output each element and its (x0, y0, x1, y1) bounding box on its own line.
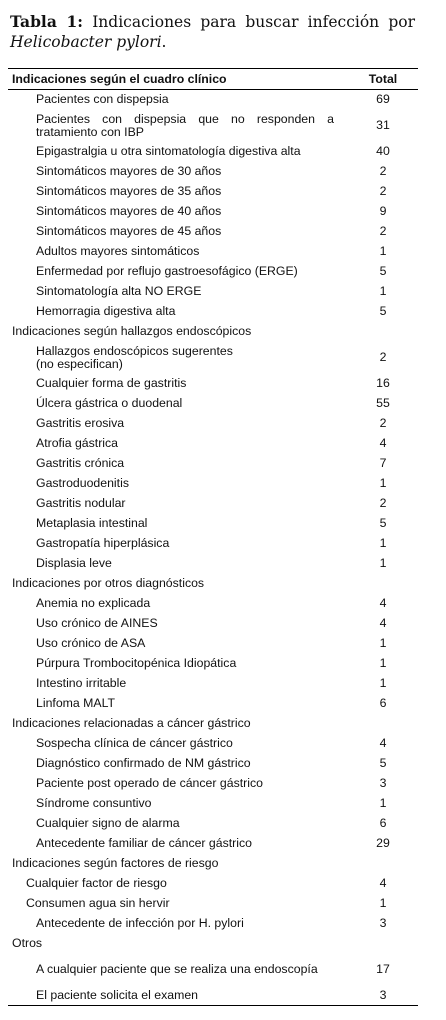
section-header-row (8, 934, 418, 954)
row-total: 1 (379, 244, 387, 258)
row-label: Diagnóstico confirmado de NM gástrico (36, 756, 251, 770)
table-row (8, 110, 418, 142)
table-row (8, 262, 418, 282)
table-row (8, 374, 418, 394)
row-total: 16 (376, 376, 390, 390)
row-label: Cualquier forma de gastritis (36, 376, 187, 390)
row-total: 4 (379, 616, 387, 630)
row-label: Paciente post operado de cáncer gástrico (36, 776, 263, 790)
section-header-row (8, 854, 418, 874)
row-total: 31 (376, 118, 390, 132)
row-label: Gastritis nodular (36, 496, 126, 510)
row-label: Cualquier signo de alarma (36, 816, 180, 830)
row-total: 4 (379, 436, 387, 450)
indications-table (8, 68, 418, 1006)
table-row (8, 614, 418, 634)
row-label: Intestino irritable (36, 676, 127, 690)
row-label: Anemia no explicada (36, 596, 151, 610)
row-total: 5 (379, 756, 387, 770)
row-total: 17 (376, 962, 390, 976)
row-label-line1: Hallazgos endoscópicos sugerentes (36, 343, 233, 358)
row-total: 5 (379, 516, 387, 530)
table-row (8, 674, 418, 694)
table-row (8, 834, 418, 854)
row-total: 1 (379, 676, 387, 690)
row-label: Gastritis erosiva (36, 416, 125, 430)
row-label: A cualquier paciente que se realiza una endoscopía (36, 962, 318, 976)
row-label (8, 342, 348, 374)
table-row (8, 534, 418, 554)
row-total: 5 (379, 304, 387, 318)
table-row (8, 914, 418, 934)
table-row (8, 694, 418, 714)
table-body (8, 90, 418, 1006)
row-total: 2 (379, 184, 387, 198)
table-row (8, 594, 418, 614)
row-label: Uso crónico de AINES (36, 616, 158, 630)
row-label: Epigastralgia u otra sintomatología digestiva alta (36, 144, 301, 158)
row-label: Sintomáticos mayores de 45 años (36, 224, 222, 238)
row-label: Púrpura Trombocitopénica Idiopática (36, 656, 237, 670)
row-label: Sintomáticos mayores de 30 años (36, 164, 222, 178)
row-label: Adultos mayores sintomáticos (36, 244, 200, 258)
row-total: 1 (379, 636, 387, 650)
row-label: Consumen agua sin hervir (26, 896, 170, 910)
table-row (8, 554, 418, 574)
header-row (8, 69, 418, 90)
table-row (8, 474, 418, 494)
section-header-row (8, 322, 418, 342)
row-total: 9 (379, 204, 387, 218)
table-row (8, 814, 418, 834)
table-row (8, 414, 418, 434)
table-row (8, 514, 418, 534)
row-label: Hemorragia digestiva alta (36, 304, 176, 318)
section-label: Indicaciones según factores de riesgo (12, 856, 219, 870)
table-row (8, 242, 418, 262)
row-total: 1 (379, 556, 387, 570)
table-row (8, 182, 418, 202)
caption-italic: Helicobacter pylori (10, 33, 162, 51)
row-label: Displasia leve (36, 556, 112, 570)
row-label: Linfoma MALT (36, 696, 116, 710)
row-total: 2 (379, 164, 387, 178)
row-total: 40 (376, 144, 390, 158)
row-label-line2: (no especifican) (36, 356, 123, 371)
caption-text: Indicaciones para buscar infección por (92, 13, 415, 31)
row-label: Sintomáticos mayores de 40 años (36, 204, 222, 218)
section-header-row (8, 574, 418, 594)
table-row (8, 894, 418, 914)
row-label: Gastropatía hiperplásica (36, 536, 170, 550)
row-total: 1 (379, 656, 387, 670)
row-total: 4 (379, 876, 387, 890)
table-row (8, 90, 418, 110)
row-total: 6 (379, 696, 387, 710)
table-row (8, 874, 418, 894)
row-total: 4 (379, 596, 387, 610)
row-label: Sintomatología alta NO ERGE (36, 284, 202, 298)
row-total: 2 (379, 350, 387, 364)
table-row (8, 734, 418, 754)
table-row (8, 986, 418, 1006)
row-total: 7 (379, 456, 387, 470)
table-row (8, 754, 418, 774)
table-row (8, 794, 418, 814)
table-row (8, 222, 418, 242)
table-row (8, 394, 418, 414)
row-label: Gastroduodenitis (36, 476, 129, 490)
row-total: 1 (379, 796, 387, 810)
section-label: Indicaciones según hallazgos endoscópicos (12, 324, 252, 338)
row-total: 1 (379, 284, 387, 298)
row-total: 29 (376, 836, 390, 850)
row-label: Antecedente familiar de cáncer gástrico (36, 836, 252, 850)
row-label: Atrofia gástrica (36, 436, 119, 450)
row-total: 2 (379, 224, 387, 238)
table-row (8, 454, 418, 474)
caption-label: Tabla 1: (10, 12, 84, 31)
row-label: Sospecha clínica de cáncer gástrico (36, 736, 233, 750)
row-total: 1 (379, 536, 387, 550)
row-total: 2 (379, 496, 387, 510)
row-label: Enfermedad por reflujo gastroesofágico (ERGE) (36, 264, 298, 278)
table-row (8, 634, 418, 654)
row-total: 55 (376, 396, 390, 410)
row-label: Pacientes con dispepsia que no responden a tratamiento con IBP (36, 111, 334, 139)
row-label: El paciente solicita el examen (8, 986, 348, 1006)
table-row (8, 654, 418, 674)
row-total: 1 (379, 896, 387, 910)
row-label: Sintomáticos mayores de 35 años (36, 184, 222, 198)
caption-end: . (161, 33, 167, 51)
table-row (8, 774, 418, 794)
section-label: Otros (12, 936, 43, 950)
row-total: 3 (379, 776, 387, 790)
table-row (8, 202, 418, 222)
row-label: Úlcera gástrica o duodenal (36, 396, 183, 410)
row-total: 3 (379, 916, 387, 930)
row-total: 3 (348, 986, 418, 1006)
section-header-row (8, 714, 418, 734)
row-label: Metaplasia intestinal (36, 516, 148, 530)
header-indications: Indicaciones según el cuadro clínico (8, 69, 348, 90)
row-label: Gastritis crónica (36, 456, 125, 470)
row-label: Cualquier factor de riesgo (26, 876, 167, 890)
section-label: Indicaciones relacionadas a cáncer gástrico (12, 716, 251, 730)
table-row (8, 302, 418, 322)
section-label: Indicaciones por otros diagnósticos (12, 576, 205, 590)
row-total: 1 (379, 476, 387, 490)
header-total: Total (348, 69, 418, 90)
row-total: 69 (376, 92, 390, 107)
table-row (8, 494, 418, 514)
table-row (8, 282, 418, 302)
row-label: Síndrome consuntivo (36, 796, 152, 810)
row-total: 4 (379, 736, 387, 750)
row-label: Pacientes con dispepsia (36, 92, 169, 107)
row-label: Uso crónico de ASA (36, 636, 146, 650)
table-row (8, 162, 418, 182)
table-row (8, 954, 418, 986)
row-total: 6 (379, 816, 387, 830)
table-row (8, 142, 418, 162)
table-row (8, 434, 418, 454)
row-total: 2 (379, 416, 387, 430)
row-total: 5 (379, 264, 387, 278)
table-row (8, 342, 418, 374)
row-label: Antecedente de infección por H. pylori (36, 916, 244, 930)
table-caption (10, 12, 415, 52)
